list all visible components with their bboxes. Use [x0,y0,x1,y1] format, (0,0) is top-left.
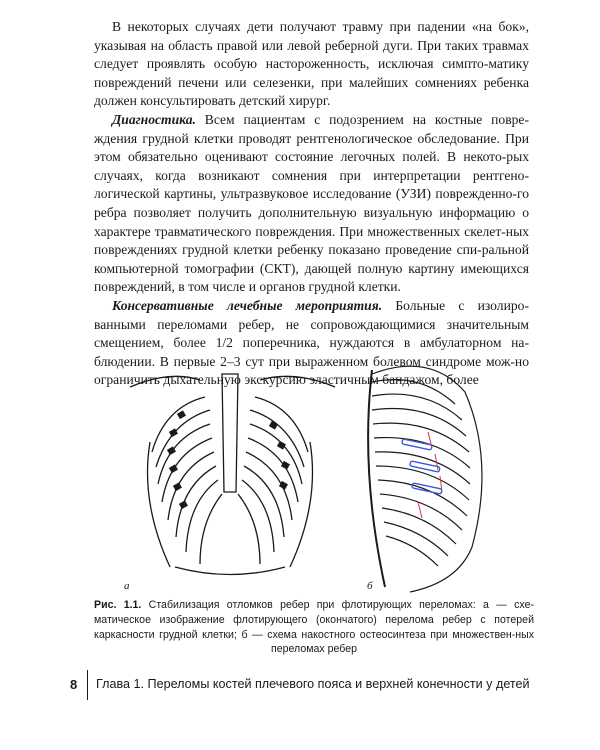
figure-caption-label: Рис. 1.1. [94,599,142,611]
paragraph-intro-text: В некоторых случаях дети получают травму при падении «на бок», указывая на область правой или левой реберной дуги. При таких травмах следует проявлять особую настороженность, исключая симпто-матику повреждений печени или селезенки, при малейших сомнениях ребенка должен консультировать детский хирург. [94,19,529,109]
footer-divider [87,670,88,700]
paragraph-intro [94,18,529,111]
body-text [94,18,529,390]
illustration-rib-cage-front [130,374,335,575]
figure-caption-text: Стабилизация отломков ребер при флотирующих переломах: а — схе-матическое изображение флотирующего (окончатого) перелома ребер с потерей каркасности грудной клетки; б — схема накостного остеосинтеза при множествен-ных переломах ребер [94,599,534,656]
page-number: 8 [70,677,78,692]
paragraph-diagnostics [94,111,529,297]
illustration-rib-cage-lateral [368,366,482,592]
figure-rib-fractures [110,352,530,602]
fracture-marks-front [167,410,290,509]
running-head: Глава 1. Переломы костей плечевого пояса и верхней конечности у детей [96,677,530,691]
panel-label-a: а [124,580,130,592]
paragraph-conservative-heading: Консервативные лечебные мероприятия. [112,297,383,313]
paragraph-diagnostics-heading: Диагностика. [112,111,196,127]
figure-illustration [110,352,530,602]
panel-label-b: б [367,580,373,592]
figure-caption [94,598,534,657]
paragraph-conservative-text: Больные с изолиро-ванными переломами ребер, не сопровождающимися значительным смещением, более 1/2 поперечника, нуждаются в амбулаторном на-блюдении. В первые 2–3 сут при выраженном болевом синдроме мож-но ограничить дыхательную экскурсию эластичным бандажом, более [94,297,529,388]
paragraph-diagnostics-text: Всем пациентам с подозрением на костные повре-ждения грудной клетки проводят рентгенологическое обследование. При этом обязательно оценивают состояние легочных полей. В некото-рых случаях, когда возникают сомнения при интерпретации рентгено-логической картины, ультразвуковое исследование (УЗИ) поврежденно-го ребра позволяет получить дополнительную визуальную информацию о характере травматического повреждения. При множественных скелет-ных повреждениях грудной клетки ребенку показано проведение спи-ральной компьютерной томографии (СКТ), дающей полную картину имеющихся повреждений, в том числе и органов грудной клетки. [94,111,529,295]
